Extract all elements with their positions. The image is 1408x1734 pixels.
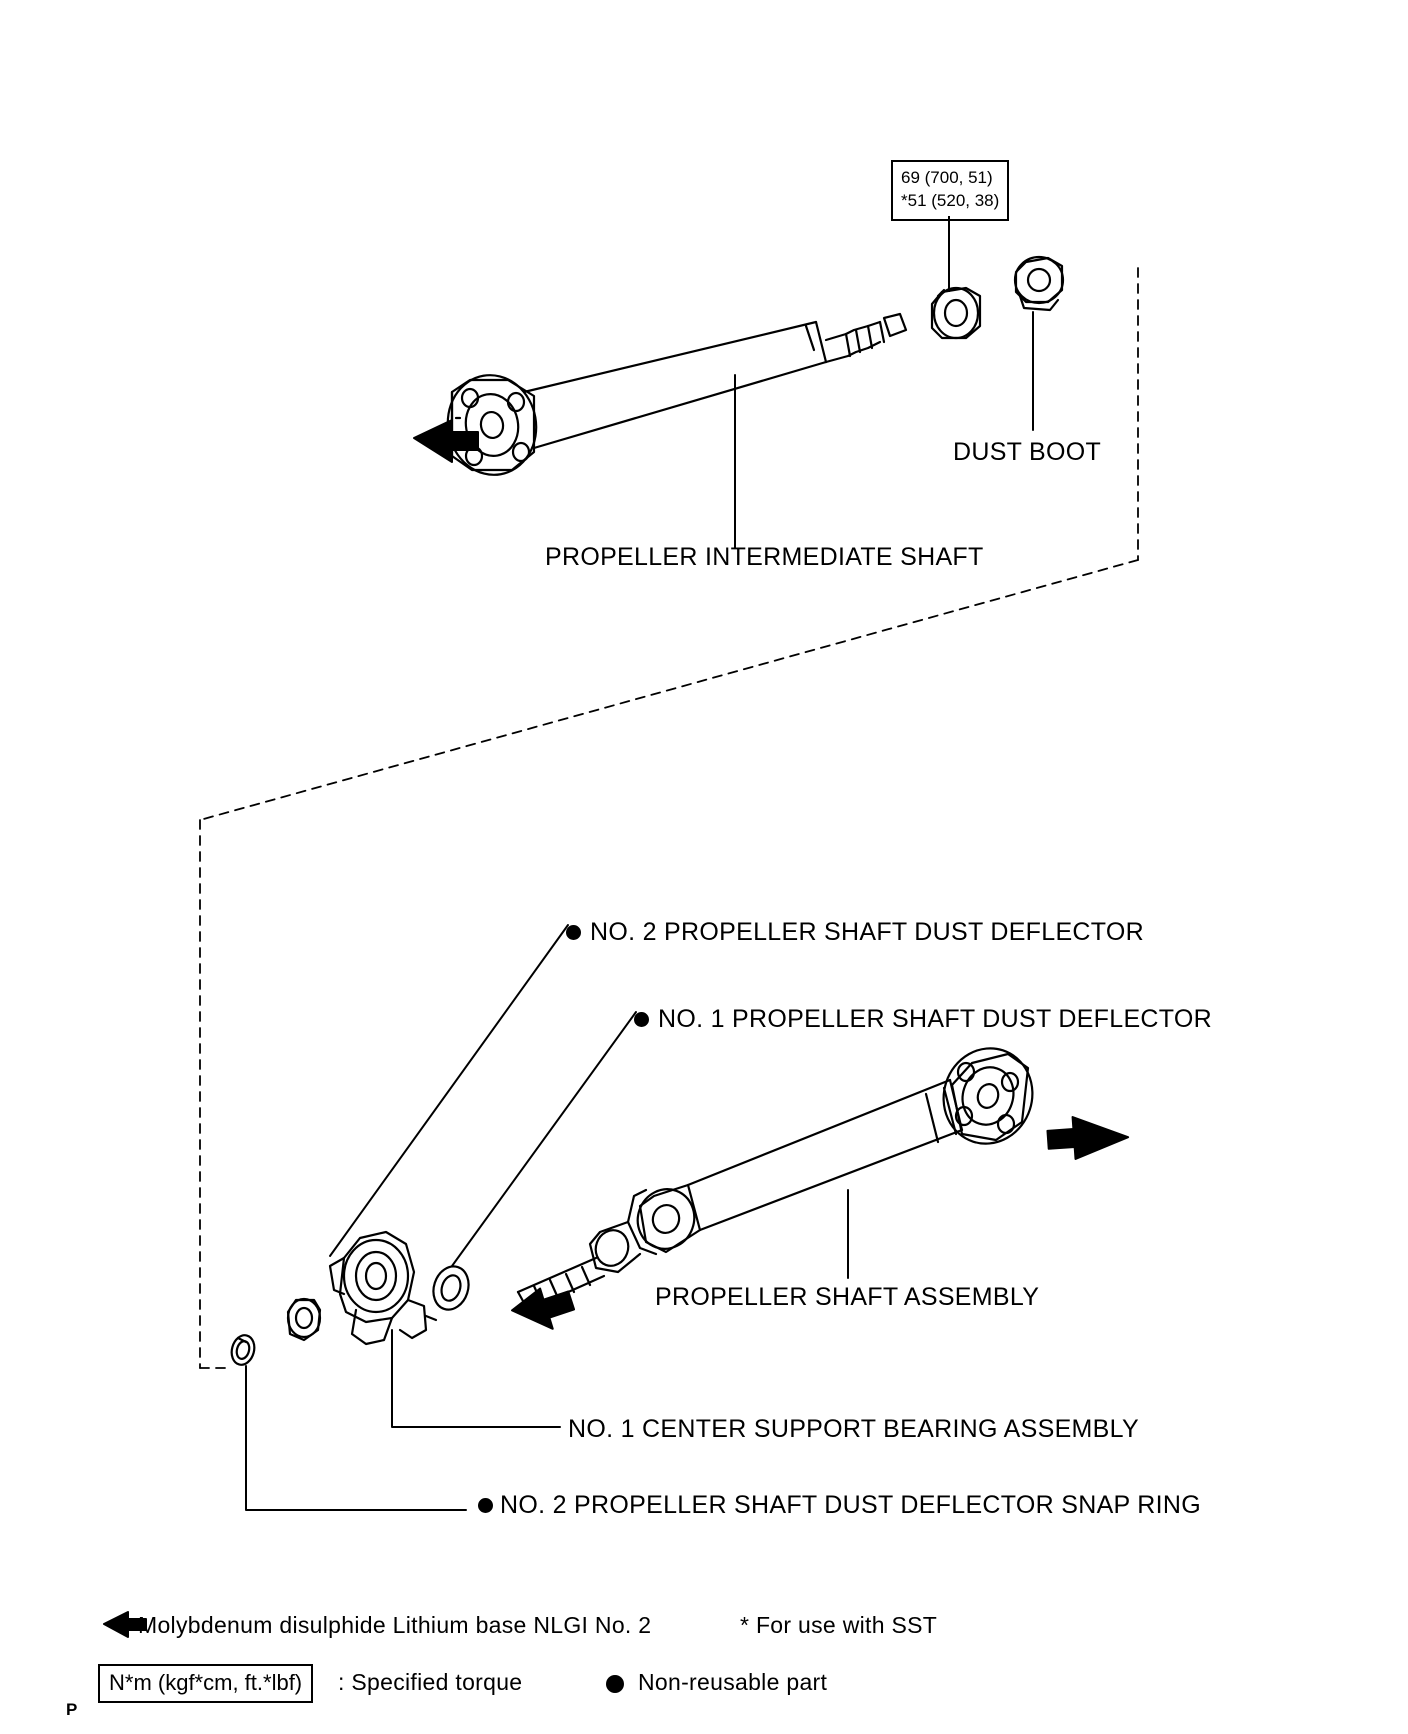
- label-propeller-shaft-assembly: PROPELLER SHAFT ASSEMBLY: [655, 1283, 1040, 1311]
- legend-sst-note: * For use with SST: [740, 1612, 938, 1638]
- label-dust-deflector-no1: NO. 1 PROPELLER SHAFT DUST DEFLECTOR: [658, 1005, 1212, 1033]
- page-mark: P: [66, 1700, 78, 1719]
- torque-line-1: 69 (700, 51): [901, 168, 993, 187]
- non-reusable-dot-snap-ring: [478, 1498, 493, 1513]
- label-propeller-intermediate-shaft: PROPELLER INTERMEDIATE SHAFT: [545, 543, 984, 571]
- label-dust-deflector-no2: NO. 2 PROPELLER SHAFT DUST DEFLECTOR: [590, 918, 1144, 946]
- torque-line-2: *51 (520, 38): [901, 190, 1000, 210]
- legend-non-reusable-dot: [606, 1675, 624, 1693]
- label-snap-ring: NO. 2 PROPELLER SHAFT DUST DEFLECTOR SNAP RING: [500, 1491, 1202, 1519]
- legend-non-reusable-text: Non-reusable part: [638, 1669, 828, 1695]
- label-dust-boot: DUST BOOT: [953, 438, 1102, 466]
- legend-grease-text: Molybdenum disulphide Lithium base NLGI No. 2: [138, 1612, 652, 1638]
- non-reusable-dot-deflector-2: [566, 925, 581, 940]
- legend-torque-unit-box: N*m (kgf*cm, ft.*lbf): [98, 1664, 313, 1703]
- legend-torque-meaning: : Specified torque: [338, 1669, 523, 1695]
- label-center-support-bearing: NO. 1 CENTER SUPPORT BEARING ASSEMBLY: [568, 1415, 1139, 1443]
- non-reusable-dot-deflector-1: [634, 1012, 649, 1027]
